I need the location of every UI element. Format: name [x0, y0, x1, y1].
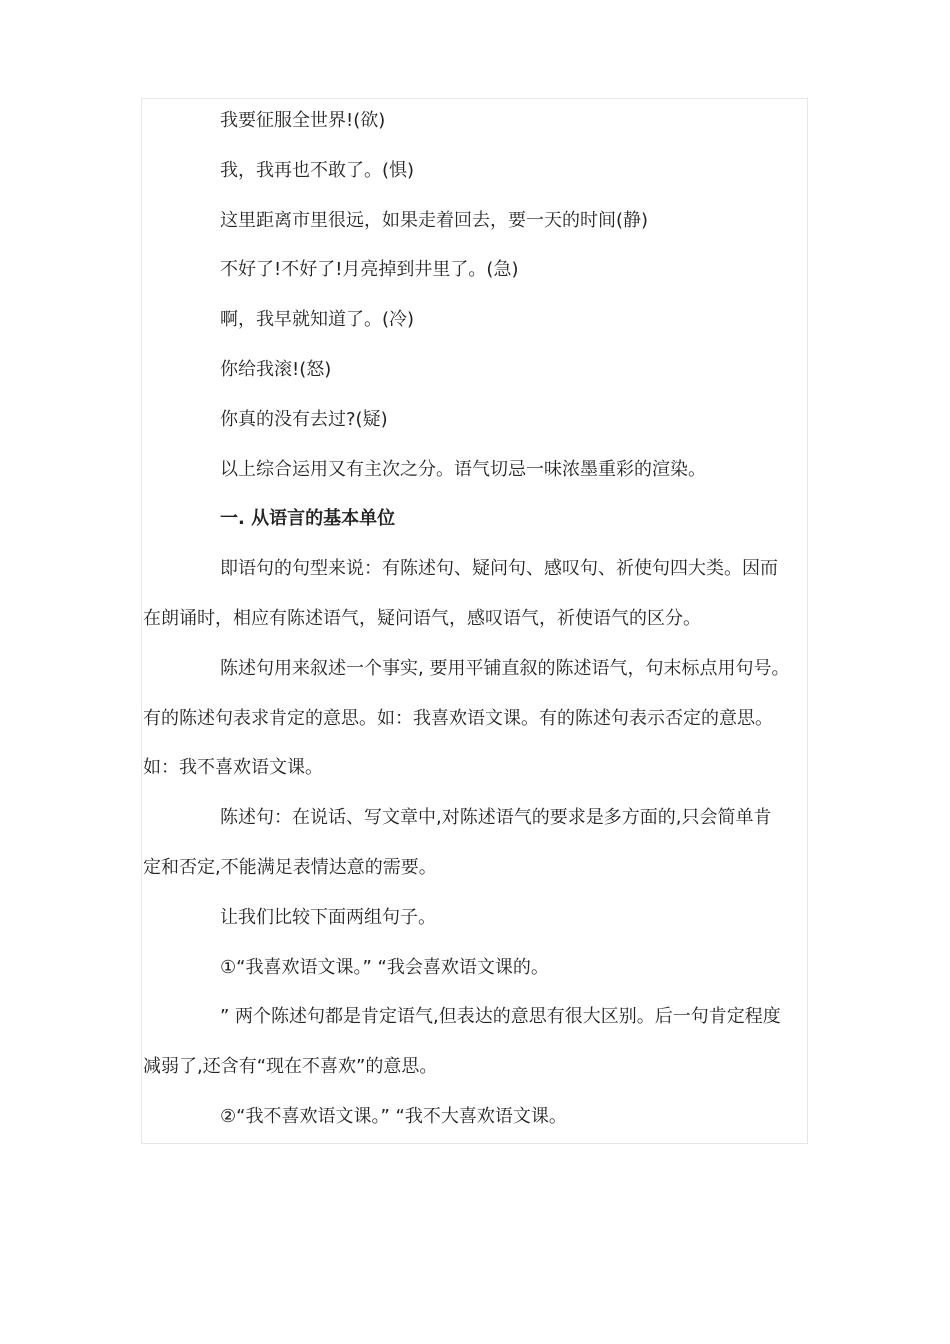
paragraph-line: ” 两个陈述句都是肯定语气,但表达的意思有很大区别。后一句肯定程度 [220, 1006, 781, 1028]
example-sentence: 我，我再也不敢了。(惧) [220, 159, 415, 181]
document-body [143, 96, 823, 1142]
paragraph-line: 在朗诵时，相应有陈述语气，疑问语气，感叹语气，祈使语气的区分。 [143, 607, 701, 629]
example-sentence: 啊，我早就知道了。(冷) [220, 309, 415, 331]
example-sentence: 你真的没有去过?(疑) [220, 408, 388, 430]
example-sentence: 你给我滚!(怒) [220, 358, 332, 380]
paragraph-line: 陈述句用来叙述一个事实, 要用平铺直叙的陈述语气，句末标点用句号。 [220, 657, 790, 679]
example-sentence: 这里距离市里很远，如果走着回去，要一天的时间(静) [220, 209, 649, 231]
comparison-item: ②“我不喜欢语文课。” “我不大喜欢语文课。 [220, 1105, 567, 1127]
example-sentence: 不好了!不好了!月亮掉到井里了。(急) [220, 259, 519, 281]
section-heading: 一. 从语言的基本单位 [220, 508, 396, 530]
comparison-item: ①“我喜欢语文课。” “我会喜欢语文课的。 [220, 956, 549, 978]
example-sentence: 我要征服全世界!(欲) [220, 110, 386, 131]
paragraph-line: 减弱了,还含有“现在不喜欢”的意思。 [143, 1056, 438, 1078]
paragraph-line: 以上综合运用又有主次之分。语气切忌一味浓墨重彩的渲染。 [220, 458, 706, 480]
paragraph-line: 如：我不喜欢语文课。 [143, 757, 323, 779]
paragraph-line: 即语句的句型来说：有陈述句、疑问句、感叹句、祈使句四大类。因而 [220, 558, 778, 580]
paragraph-line: 陈述句：在说话、写文章中,对陈述语气的要求是多方面的,只会简单肯 [220, 807, 772, 829]
paragraph-line: 定和否定,不能满足表情达意的需要。 [143, 856, 437, 878]
paragraph-line: 有的陈述句表求肯定的意思。如：我喜欢语文课。有的陈述句表示否定的意思。 [143, 707, 773, 729]
paragraph-line: 让我们比较下面两组句子。 [220, 906, 436, 928]
